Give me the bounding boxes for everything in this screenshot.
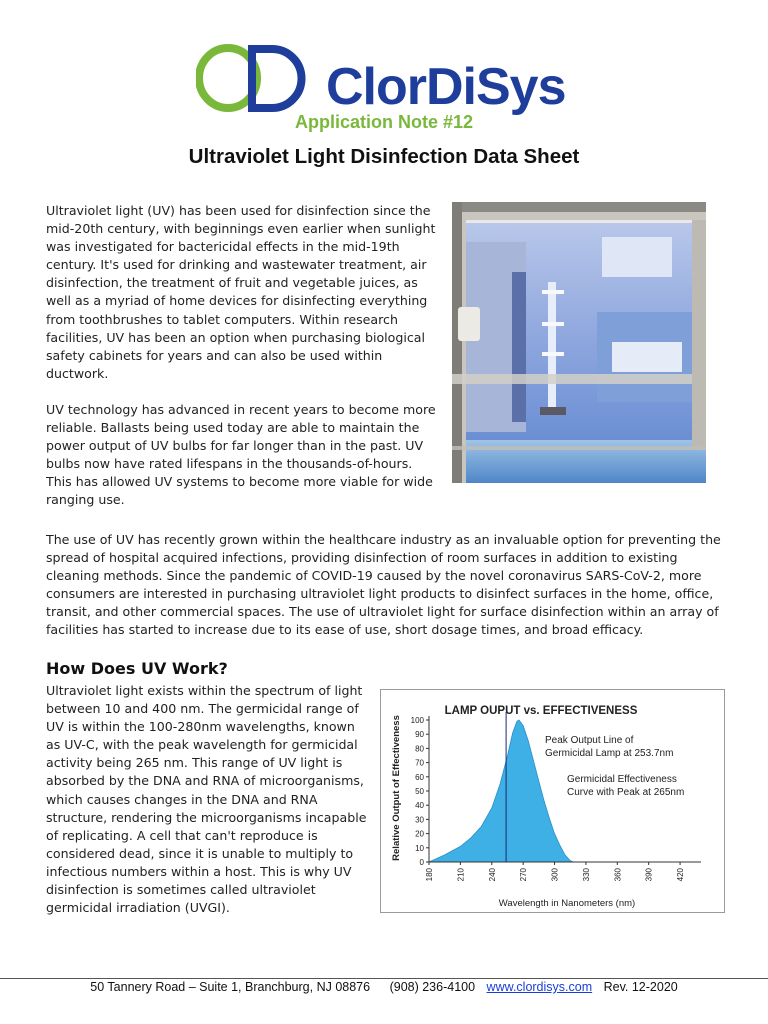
x-tick-label: 360 (613, 868, 623, 882)
x-tick-label: 270 (519, 868, 529, 882)
intro-paragraph-1: Ultraviolet light (UV) has been used for disinfection since the mid-20th century, with beginnings even earlier when sunlight was investigated for bactericidal effects in the mid-19th century. It's used for drinking and wastewater treatment, air disinfection, the treatment of fruit and vegetable juices, as well as a myriad of home devices for disinfecting everything from toothbrushes to tablet computers. Within research facilities, UV has been an option when purchasing biological safety cabinets for years and can also be used within ductwork. (46, 203, 436, 381)
healthcare-paragraph (46, 531, 724, 640)
footer-website-link[interactable]: www.clordisys.com (486, 980, 593, 994)
intro-section (46, 202, 440, 510)
x-tick-label: 420 (676, 868, 686, 882)
y-tick-label: 60 (415, 772, 424, 782)
x-tick-label: 180 (425, 868, 434, 882)
x-tick-label: 210 (456, 868, 466, 882)
y-tick-label: 10 (415, 843, 424, 853)
logo-mark (199, 48, 302, 108)
chart-title: LAMP OUPUT vs. EFFECTIVENESS (444, 705, 638, 717)
page-title: Ultraviolet Light Disinfection Data Sheet (188, 145, 580, 168)
x-tick-label: 390 (644, 868, 654, 882)
x-tick-label: 300 (550, 868, 560, 882)
application-note-label: Application Note #12 (294, 112, 474, 132)
hospital-room-photo (452, 202, 706, 483)
y-tick-label: 50 (415, 787, 424, 796)
y-tick-label: 100 (410, 716, 424, 725)
chart-annotation-effectiveness: Germicidal Effectiveness Curve with Peak at 265nm (567, 774, 685, 798)
brand-name: ClorDiSys (326, 58, 566, 116)
chart-y-label: Relative Output of Effectiveness (391, 715, 402, 861)
y-tick-label: 40 (415, 801, 424, 811)
healthcare-paragraph-text: The use of UV has recently grown within the healthcare industry as an invaluable option for preventing the spread of hospital acquired infections, providing disinfection of room surfaces in addition to existing cleaning methods. Since the pandemic of COVID-19 caused by the novel coronavirus SARS-CoV-2, more consumers are interested in purchasing ultraviolet light products to disinfect surfaces in the home, office, transit, and other commercial spaces. The use of ultraviolet light for surface disinfection within an array of facilities has started to increase due to its ease of use, short dosage times, and broad efficacy. (46, 532, 721, 638)
y-tick-label: 30 (415, 815, 424, 825)
intro-paragraph-2: UV technology has advanced in recent years to become more reliable. Ballasts being used today are able to maintain the power output of UV bulbs for far longer than in the past. UV bulbs now have rated lifespans in the thousands-of-hours. This has allowed UV systems to become more viable for wide ranging use. (46, 401, 436, 508)
chart-annotation-peak-output: Peak Output Line of Germicidal Lamp at 253.7nm (545, 735, 674, 759)
x-tick-label: 240 (487, 868, 497, 882)
footer-divider (0, 978, 768, 979)
footer-revision: Rev. 12-2020 (603, 980, 678, 994)
how-uv-works-paragraph: Ultraviolet light exists within the spectrum of light between 10 and 400 nm. The germicidal range of UV is within the 100-280nm wavelengths, known as UV-C, with the peak wavelength for germicidal activity being 265 nm. This range of UV light is absorbed by the DNA and RNA of microorganisms, which causes changes in the DNA and RNA structure, rendering the microorganisms incapable of replicating. A cell that can't reproduce is considered dead, since it is unable to multiply to infectious numbers within a host. This is why UV disinfection is sometimes called ultraviolet germicidal irradiation (UVGI). (46, 683, 367, 916)
footer-address: 50 Tannery Road – Suite 1, Branchburg, NJ 08876 (90, 980, 371, 994)
y-tick-label: 20 (415, 829, 424, 839)
chart-x-label: Wavelength in Nanometers (nm) (498, 898, 636, 909)
y-tick-label: 90 (415, 730, 424, 740)
footer-phone: (908) 236-4100 (389, 980, 476, 994)
chart-canvas (381, 690, 724, 912)
footer (0, 980, 768, 994)
x-tick-label: 330 (581, 868, 591, 882)
clordisys-logo (196, 44, 576, 116)
how-uv-works-heading: How Does UV Work? (46, 659, 228, 678)
y-tick-label: 0 (419, 858, 424, 867)
lamp-output-chart (380, 689, 725, 913)
y-tick-label: 80 (415, 744, 424, 754)
how-uv-works-text (46, 682, 368, 917)
y-tick-label: 70 (415, 758, 424, 768)
